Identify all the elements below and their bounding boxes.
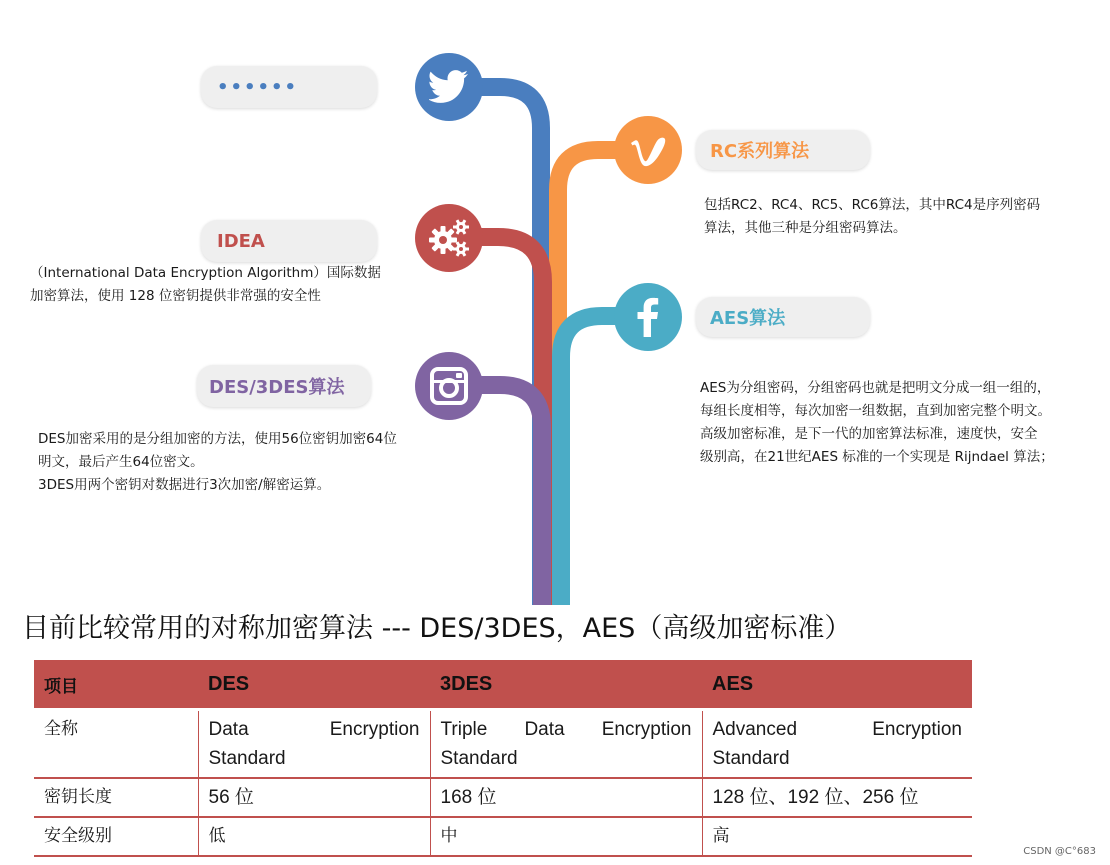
cell-word: Encryption bbox=[601, 719, 692, 740]
rc-description-line: 包括RC2、RC4、RC5、RC6算法，其中RC4是序列密码 bbox=[704, 197, 1041, 213]
cell-word: Advanced bbox=[712, 719, 798, 740]
cell-word: Encryption bbox=[872, 719, 962, 740]
watermark: CSDN @C°683 bbox=[1023, 846, 1096, 857]
idea-description-line: （International Data Encryption Algorithm）国际数据 bbox=[30, 265, 381, 281]
rc-description bbox=[704, 194, 1040, 240]
cell-word: Triple bbox=[440, 719, 488, 740]
aes-description bbox=[700, 377, 1054, 469]
gears-icon bbox=[428, 218, 470, 258]
cell-word: Standard bbox=[440, 748, 518, 769]
table-cell: 中 bbox=[430, 817, 702, 856]
row-label: 全称 bbox=[34, 710, 198, 779]
table-header-row bbox=[34, 660, 972, 710]
vimeo-v-icon bbox=[629, 133, 667, 167]
header-des: DES bbox=[198, 660, 430, 710]
idea-description-line: 加密算法，使用 128 位密钥提供非常强的安全性 bbox=[30, 288, 321, 304]
facebook-icon bbox=[614, 283, 682, 351]
table-cell: 高 bbox=[702, 817, 972, 856]
des-pill bbox=[197, 365, 371, 407]
table-title: 目前比较常用的对称加密算法 --- DES/3DES，AES（高级加密标准） bbox=[22, 613, 852, 644]
rc-pill-label: RC系列算法 bbox=[710, 141, 810, 162]
twitter-pill bbox=[201, 66, 377, 108]
instagram-icon bbox=[415, 352, 483, 420]
row-label: 安全级别 bbox=[34, 817, 198, 856]
table-row-keylength bbox=[34, 778, 972, 817]
des-description-line: 3DES用两个密钥对数据进行3次加密/解密运算。 bbox=[38, 477, 331, 493]
facebook-f-icon bbox=[636, 297, 660, 337]
instagram-camera-icon bbox=[429, 366, 469, 406]
aes-description-line: AES为分组密码，分组密码也就是把明文分成一组一组的， bbox=[700, 380, 1051, 396]
table-cell bbox=[430, 710, 702, 779]
idea-pill-label: IDEA bbox=[217, 230, 265, 252]
aes-description-line: 每组长度相等，每次加密一组数据，直到加密完整个明文。 bbox=[700, 403, 1051, 419]
cell-word: Standard bbox=[712, 748, 790, 769]
table-cell: 56 位 bbox=[198, 778, 430, 817]
aes-pill-label: AES算法 bbox=[710, 308, 786, 329]
table-cell: 128 位、192 位、256 位 bbox=[702, 778, 972, 817]
des-pill-label: DES/3DES算法 bbox=[209, 377, 345, 398]
rc-pill bbox=[696, 130, 870, 170]
idea-pill bbox=[201, 220, 377, 262]
table-cell bbox=[702, 710, 972, 779]
table-cell: 168 位 bbox=[430, 778, 702, 817]
row-label: 密钥长度 bbox=[34, 778, 198, 817]
twitter-pill-label: •••••• bbox=[217, 76, 299, 98]
header-aes: AES bbox=[702, 660, 972, 710]
cell-word: Encryption bbox=[329, 719, 420, 740]
cell-word: Data bbox=[524, 719, 565, 740]
des-description-line: 明文，最后产生64位密文。 bbox=[38, 454, 204, 470]
cell-word: Data bbox=[208, 719, 249, 740]
rc-description-line: 算法，其他三种是分组密码算法。 bbox=[704, 220, 907, 236]
vimeo-icon bbox=[614, 116, 682, 184]
des-description-line: DES加密采用的是分组加密的方法，使用56位密钥加密64位 bbox=[38, 431, 397, 447]
cell-word: Standard bbox=[208, 748, 286, 769]
twitter-icon bbox=[415, 53, 483, 121]
table-row-security bbox=[34, 817, 972, 856]
aes-pill bbox=[696, 297, 870, 337]
aes-description-line: 级别高，在21世纪AES 标准的一个实现是 Rijndael 算法； bbox=[700, 449, 1054, 465]
idea-description bbox=[30, 262, 381, 308]
aes-description-line: 高级加密标准，是下一代的加密算法标准，速度快，安全 bbox=[700, 426, 1038, 442]
des-description bbox=[38, 428, 397, 497]
gears-icon-circle bbox=[415, 204, 483, 272]
twitter-bird-icon bbox=[429, 70, 469, 104]
table-cell: 低 bbox=[198, 817, 430, 856]
table-cell bbox=[198, 710, 430, 779]
header-3des: 3DES bbox=[430, 660, 702, 710]
comparison-table bbox=[34, 660, 972, 857]
table-row-fullname bbox=[34, 710, 972, 779]
header-item: 项目 bbox=[34, 660, 198, 710]
